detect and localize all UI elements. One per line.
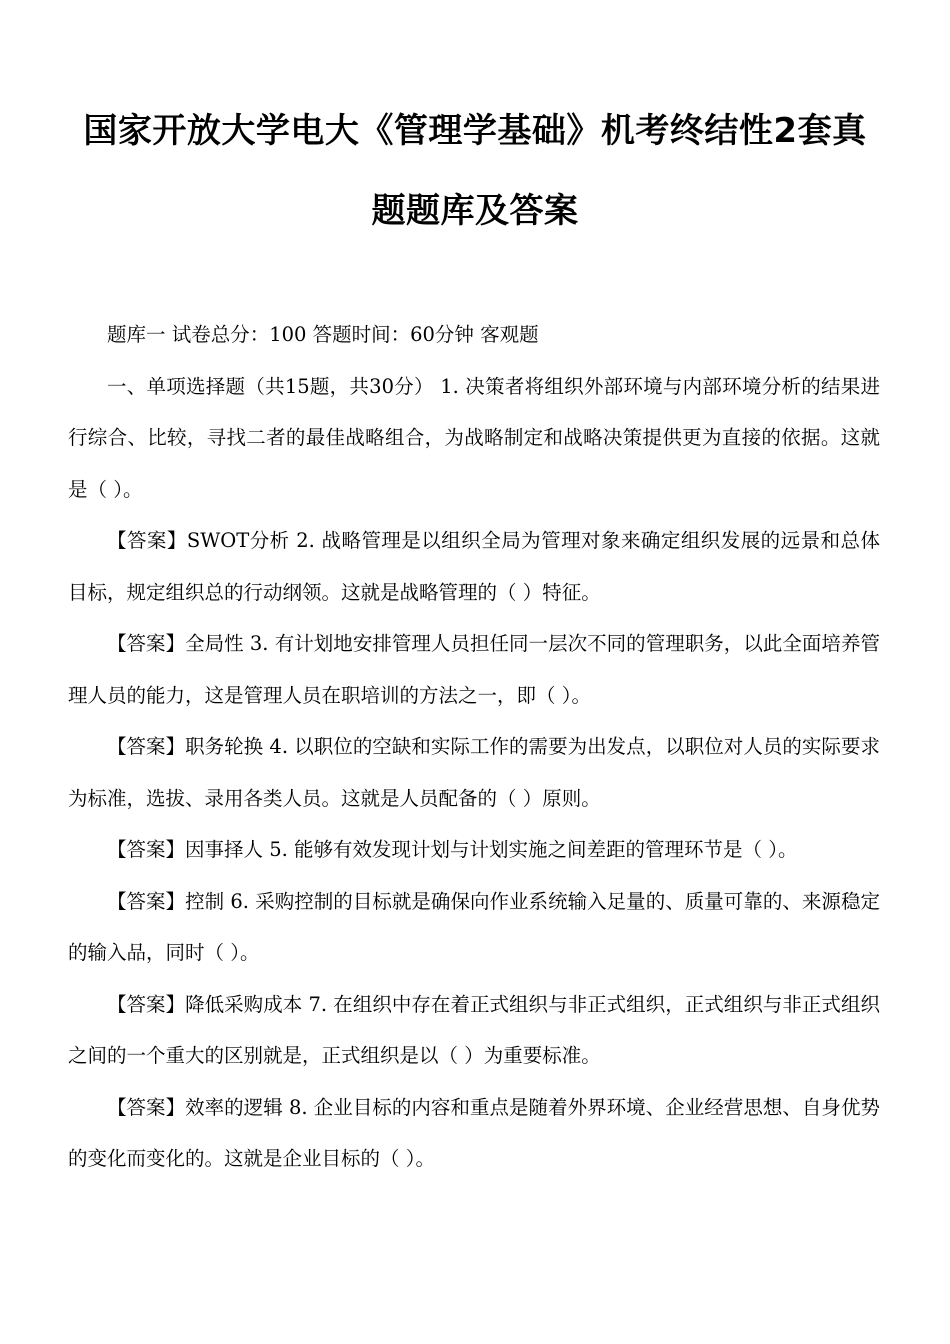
answer-paragraph: 【答案】职务轮换 4. 以职位的空缺和实际工作的需要为出发点，以职位对人员的实际要求为标准，选拔、录用各类人员。这就是人员配备的（ ）原则。: [68, 735, 880, 810]
exam-info-paragraph: 题库一 试卷总分：100 答题时间：60分钟 客观题: [107, 323, 539, 346]
document-title-line-2: 题题库及答案: [371, 191, 579, 231]
document-body: [68, 309, 880, 1185]
answer-paragraph: 【答案】因事择人 5. 能够有效发现计划与计划实施之间差距的管理环节是（ ）。: [107, 838, 798, 861]
answer-paragraph: 【答案】控制 6. 采购控制的目标就是确保向作业系统输入足量的、质量可靠的、来源稳定的输入品，同时（ ）。: [68, 889, 880, 964]
document-title-line-1: 国家开放大学电大《管理学基础》机考终结性2套真: [83, 111, 867, 151]
question-paragraph: 一、单项选择题（共15题，共30分） 1. 决策者将组织外部环境与内部环境分析的结果进行综合、比较，寻找二者的最佳战略组合，为战略制定和战略决策提供更为直接的依据。这就是（ ）。: [68, 374, 880, 501]
answer-paragraph: 【答案】全局性 3. 有计划地安排管理人员担任同一层次不同的管理职务，以此全面培养管理人员的能力，这是管理人员在职培训的方法之一，即（ ）。: [68, 632, 880, 707]
answer-paragraph: 【答案】降低采购成本 7. 在组织中存在着正式组织与非正式组织，正式组织与非正式组织之间的一个重大的区别就是，正式组织是以（ ）为重要标准。: [68, 992, 880, 1067]
answer-paragraph: 【答案】SWOT分析 2. 战略管理是以组织全局为管理对象来确定组织发展的远景和总体目标，规定组织总的行动纲领。这就是战略管理的（ ）特征。: [68, 529, 880, 604]
answer-paragraph: 【答案】效率的逻辑 8. 企业目标的内容和重点是随着外界环境、企业经营思想、自身优势的变化而变化的。这就是企业目标的（ ）。: [68, 1095, 880, 1170]
